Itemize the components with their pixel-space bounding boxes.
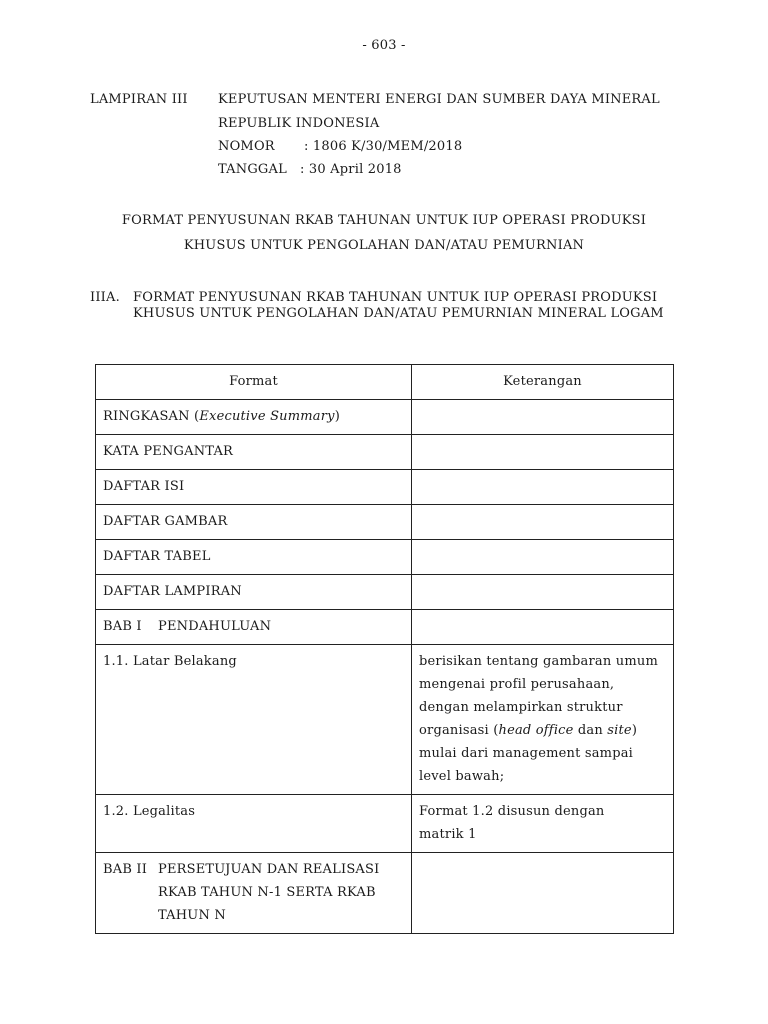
keterangan-line: berisikan tentang gambaran umum (419, 654, 658, 669)
keterangan-line: Format 1.2 disusun dengan (419, 804, 605, 819)
table-row (96, 853, 674, 934)
ringkasan-cell (96, 400, 412, 435)
document-title-line2: KHUSUS UNTUK PENGOLAHAN DAN/ATAU PEMURNIAN (183, 238, 585, 253)
keterangan-line: mengenai profil perusahaan, (419, 677, 615, 692)
keterangan-cell-empty (412, 470, 674, 505)
bab2-cell (96, 853, 412, 934)
table-row (96, 645, 674, 795)
site-text: site (607, 723, 632, 738)
keterangan-cell-empty (412, 610, 674, 645)
keterangan-line: dengan melampirkan struktur (419, 700, 623, 715)
nomor-label: NOMOR (218, 139, 275, 154)
table-row (96, 435, 674, 470)
keterangan-cell-empty (412, 505, 674, 540)
daftar-lampiran-cell: DAFTAR LAMPIRAN (96, 575, 412, 610)
dan-text: dan (573, 723, 608, 738)
table-row (96, 540, 674, 575)
kata-pengantar-cell: KATA PENGANTAR (96, 435, 412, 470)
page-number: - 603 - (362, 38, 406, 53)
ringkasan-close: ) (334, 409, 340, 424)
close-paren-text: ) (631, 723, 638, 738)
table-row (96, 505, 674, 540)
keterangan-line: matrik 1 (419, 827, 477, 842)
daftar-isi-cell: DAFTAR ISI (96, 470, 412, 505)
bab2-title-line2: RKAB TAHUN N-1 SERTA RKAB (158, 885, 376, 900)
document-title-line1: FORMAT PENYUSUNAN RKAB TAHUNAN UNTUK IUP OPERASI PRODUKSI (121, 213, 647, 228)
section-title-line1: FORMAT PENYUSUNAN RKAB TAHUNAN UNTUK IUP OPERASI PRODUKSI (133, 290, 658, 305)
column-header-keterangan: Keterangan (412, 365, 674, 400)
keterangan-line (419, 719, 666, 742)
head-office-text: head office (498, 723, 574, 738)
table-row (96, 470, 674, 505)
decree-title-line2: REPUBLIK INDONESIA (218, 116, 380, 131)
keterangan-line: mulai dari management sampai (419, 746, 634, 761)
table-row (96, 400, 674, 435)
nomor-row (218, 139, 462, 154)
table-row (96, 610, 674, 645)
bab1-title: PENDAHULUAN (158, 619, 272, 634)
keterangan-cell-empty (412, 575, 674, 610)
bab2-prefix: BAB II (103, 862, 148, 877)
latar-belakang-cell: 1.1. Latar Belakang (96, 645, 412, 795)
organisasi-text: organisasi ( (419, 723, 499, 738)
column-header-format: Format (96, 365, 412, 400)
legalitas-keterangan (412, 795, 674, 853)
section-title-line2: KHUSUS UNTUK PENGOLAHAN DAN/ATAU PEMURNIAN MINERAL LOGAM (133, 306, 664, 321)
daftar-gambar-cell: DAFTAR GAMBAR (96, 505, 412, 540)
keterangan-line: level bawah; (419, 769, 505, 784)
bab2-title-line3: TAHUN N (158, 908, 226, 923)
table-header-row (96, 365, 674, 400)
keterangan-cell-empty (412, 400, 674, 435)
keterangan-cell-empty (412, 540, 674, 575)
header-row-1 (90, 92, 660, 107)
keterangan-cell-empty (412, 853, 674, 934)
lampiran-label: LAMPIRAN III (90, 92, 188, 107)
legalitas-cell: 1.2. Legalitas (96, 795, 412, 853)
latar-belakang-keterangan (412, 645, 674, 795)
daftar-tabel-cell: DAFTAR TABEL (96, 540, 412, 575)
tanggal-value: : 30 April 2018 (300, 162, 402, 177)
table-row (96, 575, 674, 610)
format-table (95, 364, 674, 934)
nomor-value: : 1806 K/30/MEM/2018 (304, 139, 463, 154)
bab2-title-line1: PERSETUJUAN DAN REALISASI (158, 862, 380, 877)
ringkasan-text: RINGKASAN ( (103, 409, 200, 424)
table-row (96, 795, 674, 853)
bab1-cell (96, 610, 412, 645)
decree-title-line1: KEPUTUSAN MENTERI ENERGI DAN SUMBER DAYA MINERAL (218, 92, 660, 107)
keterangan-cell-empty (412, 435, 674, 470)
tanggal-row (218, 162, 402, 177)
section-label: IIIA. (90, 290, 120, 305)
bab1-prefix: BAB I (103, 619, 142, 634)
tanggal-label: TANGGAL (218, 162, 287, 177)
executive-summary-text: Executive Summary (199, 409, 335, 424)
